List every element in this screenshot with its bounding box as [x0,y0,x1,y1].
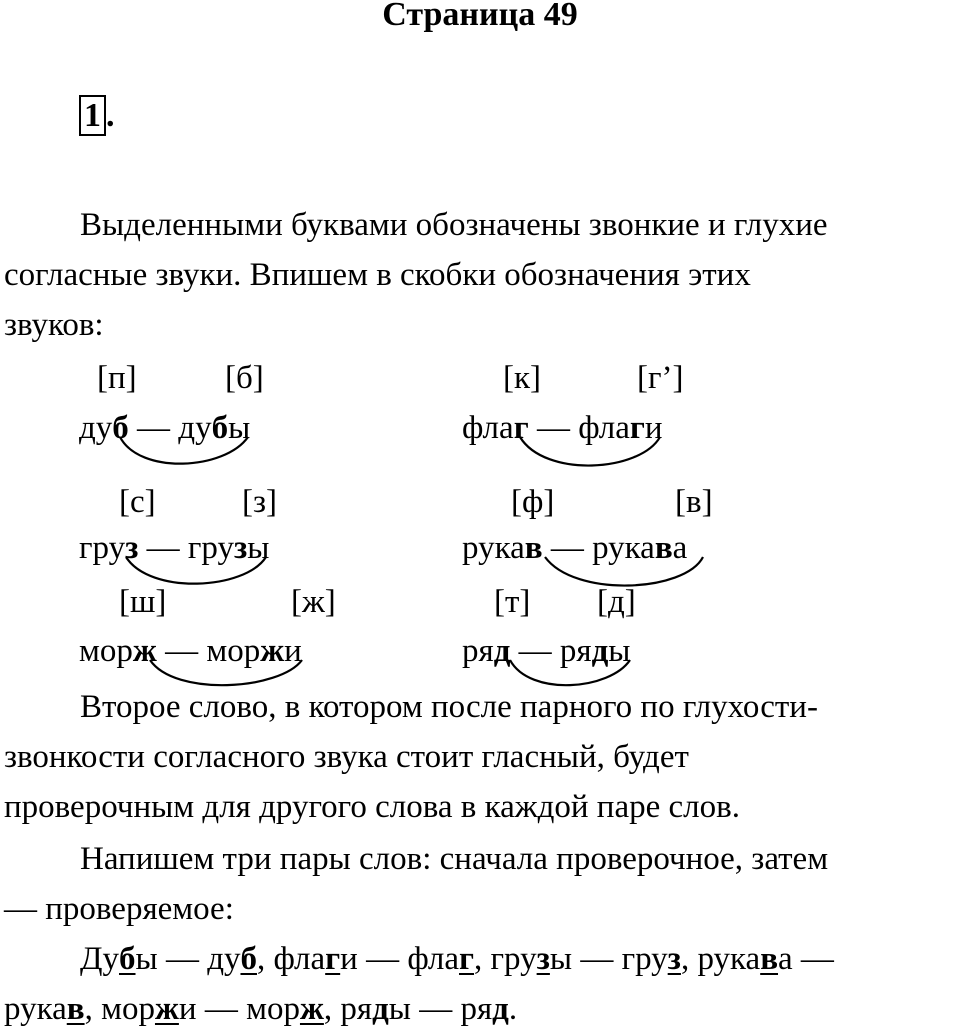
exercise-number [79,98,115,134]
transcription-k: [к] [503,360,542,396]
rule-line-2: звонкости согласного звука стоит гласный, будет [4,739,689,775]
task-paragraph [4,834,956,934]
answer-line-2: рукав, моржи — морж, ряды — ряд. [4,991,518,1027]
intro-line-1: Выделенными буквами обозначены звонкие и глухие [80,207,828,243]
transcription-p: [п] [97,360,137,396]
transcription-v: [в] [675,484,713,520]
transcription-d: [д] [597,584,636,620]
intro-paragraph [4,200,956,350]
word-pair-rukav: рукав — рукава [462,530,688,566]
word-pair-ryad: ряд — ряды [462,633,631,669]
transcription-t: [т] [494,584,531,620]
transcription-s: [с] [119,484,156,520]
word-pair-gruz: груз — грузы [79,530,270,566]
answer-line-1: Дубы — дуб, флаги — флаг, грузы — груз, рукава — [80,941,834,977]
intro-line-3: звуков: [4,307,104,343]
rule-paragraph [4,682,956,832]
exercise-number-box: 1 [79,95,106,136]
transcription-g-soft: [г’] [637,360,684,396]
exercise-number-dot: . [106,97,115,134]
word-pair-morzh: морж — моржи [79,633,302,669]
rule-line-1: Второе слово, в котором после парного по глухости- [80,689,818,725]
rule-line-3: проверочным для другого слова в каждой паре слов. [4,789,740,825]
page-title: Страница 49 [382,0,578,33]
answer-paragraph [4,934,956,1034]
intro-line-2: согласные звуки. Впишем в скобки обозначения этих [4,257,751,293]
transcription-f: [ф] [511,484,555,520]
transcription-b: [б] [225,360,264,396]
transcription-z: [з] [242,484,278,520]
transcription-sh: [ш] [119,584,167,620]
word-pair-dub: дуб — дубы [79,410,251,446]
transcription-zh: [ж] [291,584,336,620]
word-pair-flag: флаг — флаги [462,410,663,446]
task-line-2: — проверяемое: [4,891,234,927]
task-line-1: Напишем три пары слов: сначала проверочное, затем [80,841,829,877]
